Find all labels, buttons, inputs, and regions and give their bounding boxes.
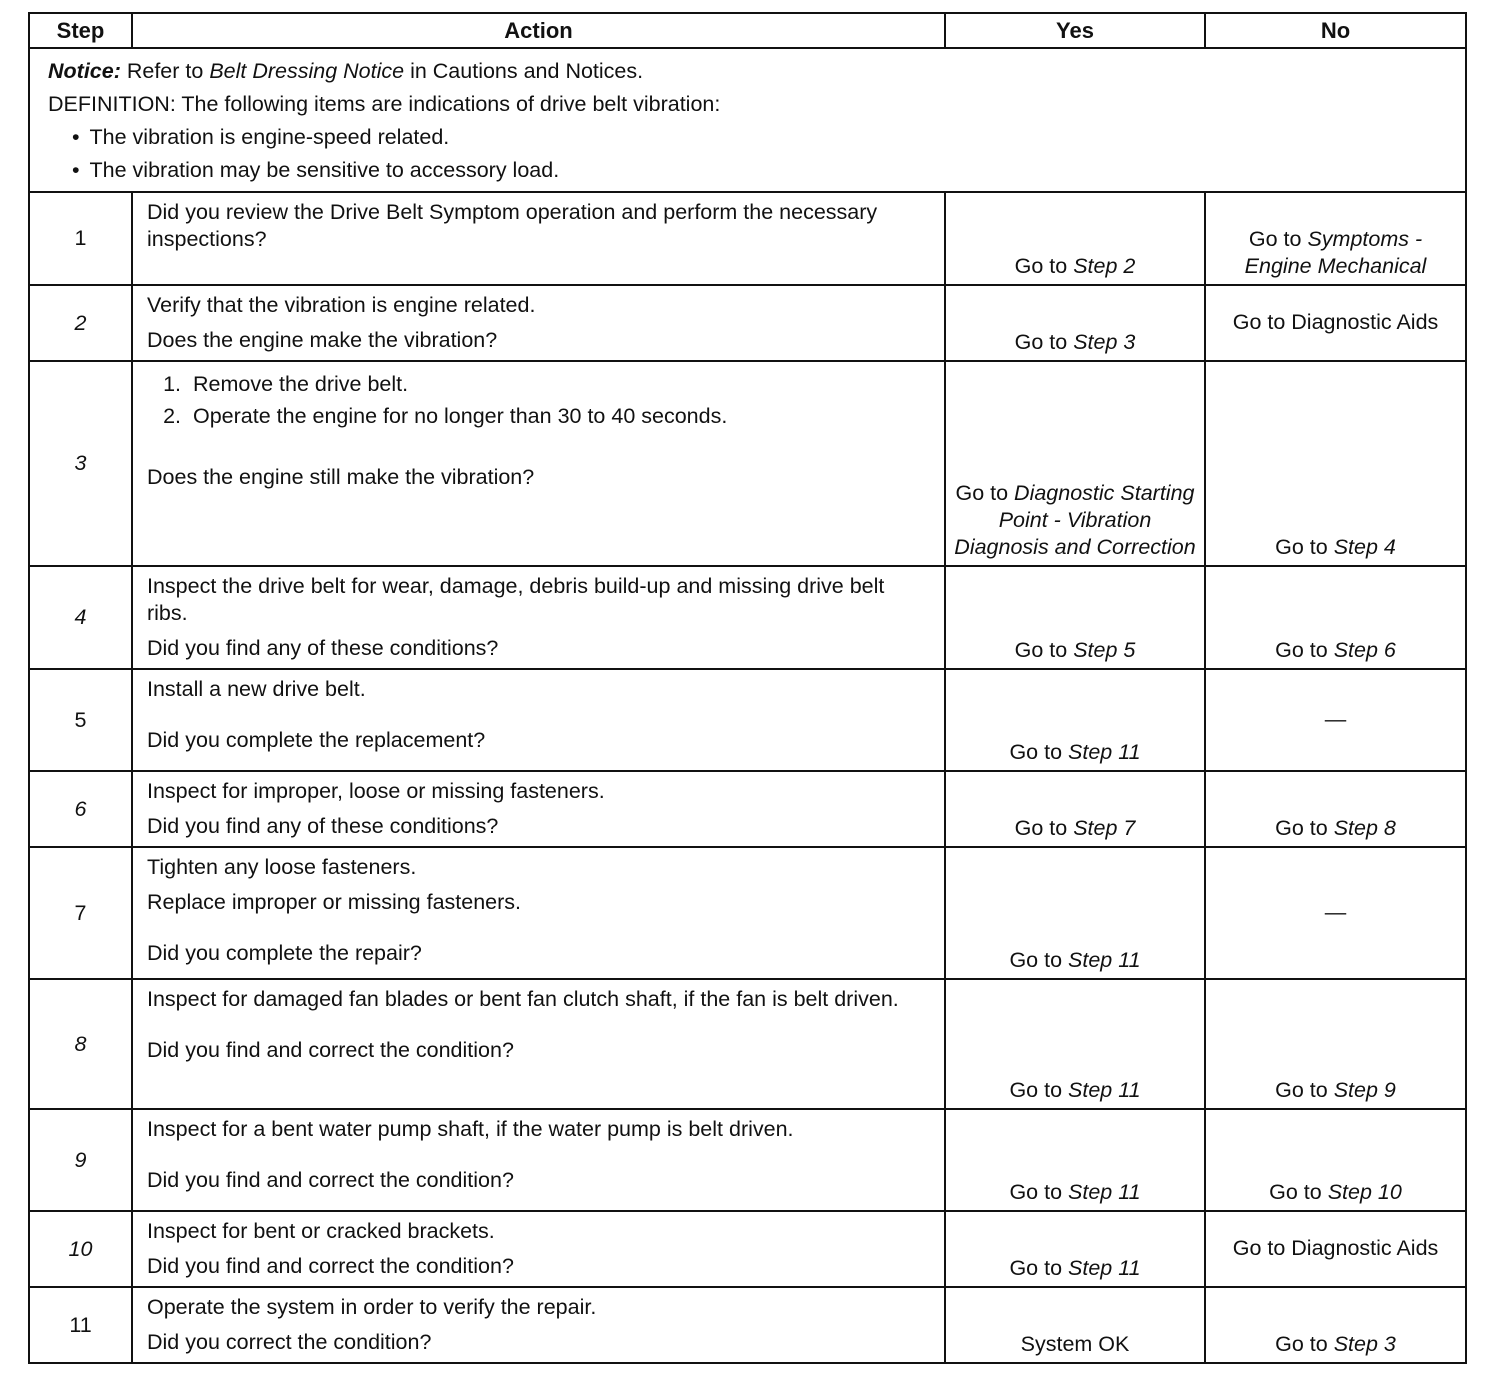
action-question: Did you find any of these conditions? [147, 636, 499, 660]
header-yes: Yes [945, 13, 1205, 48]
no-prefix: Go to [1275, 535, 1334, 559]
yes-cell [945, 1211, 1205, 1287]
yes-cell [945, 1287, 1205, 1363]
yes-cell [945, 771, 1205, 847]
no-cell [1205, 192, 1466, 285]
action-text: Verify that the vibration is engine related. [147, 293, 536, 317]
yes-ref: Step 7 [1073, 816, 1136, 840]
notice-ref: Belt Dressing Notice [209, 59, 405, 83]
no-text: Go to Diagnostic Aids [1232, 309, 1439, 334]
action-text: Replace improper or missing fasteners. [147, 890, 522, 914]
header-no: No [1205, 13, 1466, 48]
action-text: Did you review the Drive Belt Symptom operation and perform the necessary inspections? [147, 200, 878, 251]
no-cell [1205, 1287, 1466, 1363]
yes-ref: Step 3 [1073, 330, 1136, 354]
action-cell [132, 979, 945, 1109]
action-question: Did you find and correct the condition? [147, 1038, 514, 1062]
no-prefix: Go to [1275, 1078, 1334, 1102]
yes-prefix: Go to [1009, 740, 1069, 764]
action-question: Does the engine make the vibration? [147, 328, 498, 352]
action-list [147, 368, 930, 432]
action-cell [132, 361, 945, 566]
no-prefix: Go to [1275, 1332, 1334, 1356]
table-row [29, 1109, 1466, 1211]
action-list-item: 2. Operate the engine for no longer than 30 to 40 seconds. [187, 400, 930, 432]
table-row [29, 979, 1466, 1109]
yes-cell [945, 192, 1205, 285]
definition-line: DEFINITION: The following items are indications of drive belt vibration: [48, 92, 721, 116]
notice-text-after: in Cautions and Notices. [404, 59, 644, 83]
table-row [29, 285, 1466, 361]
action-cell [132, 1109, 945, 1211]
yes-cell [945, 979, 1205, 1109]
no-cell [1205, 361, 1466, 566]
yes-cell [945, 1109, 1205, 1211]
no-cell [1205, 1211, 1466, 1287]
yes-ref: Step 11 [1068, 948, 1141, 972]
action-cell [132, 771, 945, 847]
no-text: Go to Diagnostic Aids [1232, 1235, 1439, 1260]
yes-ref: Step 11 [1068, 1256, 1141, 1280]
no-cell [1205, 669, 1466, 771]
yes-cell [945, 847, 1205, 979]
yes-ref: Step 5 [1073, 638, 1136, 662]
step-number: 1 [29, 192, 132, 285]
step-number: 5 [29, 669, 132, 771]
action-cell [132, 192, 945, 285]
step-number: 9 [29, 1109, 132, 1211]
action-list-item: 1. Remove the drive belt. [187, 368, 930, 400]
no-prefix: Go to [1269, 1180, 1328, 1204]
table-row [29, 192, 1466, 285]
action-text: Inspect for bent or cracked brackets. [147, 1219, 495, 1243]
action-text: Operate the system in order to verify the repair. [147, 1295, 597, 1319]
action-cell [132, 1287, 945, 1363]
notice-label: Notice: [48, 59, 121, 83]
table-row [29, 1211, 1466, 1287]
no-prefix: Go to [1275, 816, 1334, 840]
action-text: Inspect for damaged fan blades or bent fan clutch shaft, if the fan is belt driven. [147, 987, 899, 1011]
no-ref: Step 10 [1327, 1180, 1402, 1204]
yes-prefix: Go to [1009, 948, 1069, 972]
table-row [29, 1287, 1466, 1363]
yes-prefix: Go to [1009, 1180, 1069, 1204]
action-question: Did you find and correct the condition? [147, 1254, 514, 1278]
yes-cell [945, 669, 1205, 771]
no-ref: Step 3 [1333, 1332, 1396, 1356]
yes-ref: Diagnostic Starting Point - Vibration Diagnosis and Correction [954, 481, 1196, 559]
action-cell [132, 285, 945, 361]
no-cell [1205, 566, 1466, 669]
yes-prefix: Go to [1014, 638, 1074, 662]
step-number: 6 [29, 771, 132, 847]
header-action: Action [132, 13, 945, 48]
notice-text: Refer to [120, 59, 210, 83]
no-prefix: Go to [1275, 638, 1334, 662]
yes-prefix: Go to [1014, 330, 1074, 354]
yes-ref: Step 11 [1068, 1180, 1141, 1204]
no-dash: — [1324, 899, 1347, 924]
no-cell [1205, 847, 1466, 979]
table-row [29, 771, 1466, 847]
no-dash: — [1324, 706, 1347, 731]
table-row [29, 847, 1466, 979]
step-number: 7 [29, 847, 132, 979]
definition-bullet: • The vibration may be sensitive to accessory load. [96, 154, 1447, 187]
definition-list [48, 121, 1447, 187]
yes-prefix: Go to [1014, 254, 1074, 278]
no-ref: Symptoms - Engine Mechanical [1244, 227, 1427, 278]
no-ref: Step 6 [1333, 638, 1396, 662]
action-text: Inspect for improper, loose or missing fasteners. [147, 779, 605, 803]
step-number: 2 [29, 285, 132, 361]
notice-line [48, 55, 1447, 88]
table-row [29, 669, 1466, 771]
action-cell [132, 1211, 945, 1287]
yes-cell [945, 566, 1205, 669]
no-ref: Step 4 [1333, 535, 1396, 559]
no-ref: Step 9 [1333, 1078, 1396, 1102]
no-cell [1205, 771, 1466, 847]
diagnostic-table [28, 12, 1467, 1364]
yes-prefix: Go to [1009, 1078, 1069, 1102]
yes-text: System OK [1020, 1332, 1130, 1356]
definition-bullet: • The vibration is engine-speed related. [96, 121, 1447, 154]
table-row [29, 361, 1466, 566]
step-number: 4 [29, 566, 132, 669]
header-step: Step [29, 13, 132, 48]
yes-ref: Step 11 [1068, 1078, 1141, 1102]
no-cell [1205, 1109, 1466, 1211]
yes-prefix: Go to [955, 481, 1015, 505]
step-number: 3 [29, 361, 132, 566]
action-question: Did you find and correct the condition? [147, 1168, 514, 1192]
action-text: Inspect for a bent water pump shaft, if the water pump is belt driven. [147, 1117, 794, 1141]
action-question: Does the engine still make the vibration? [147, 465, 535, 489]
action-question: Did you complete the replacement? [147, 728, 486, 752]
step-number: 11 [29, 1287, 132, 1363]
yes-prefix: Go to [1014, 816, 1074, 840]
notice-row [29, 48, 1466, 192]
yes-cell [945, 285, 1205, 361]
action-text: Install a new drive belt. [147, 677, 366, 701]
yes-cell [945, 361, 1205, 566]
yes-ref: Step 2 [1073, 254, 1136, 278]
action-cell [132, 669, 945, 771]
yes-ref: Step 11 [1068, 740, 1141, 764]
step-number: 8 [29, 979, 132, 1109]
no-prefix: Go to [1248, 227, 1308, 251]
action-cell [132, 847, 945, 979]
step-number: 10 [29, 1211, 132, 1287]
action-question: Did you complete the repair? [147, 941, 422, 965]
action-question: Did you correct the condition? [147, 1330, 432, 1354]
yes-prefix: Go to [1009, 1256, 1069, 1280]
notice-cell [29, 48, 1466, 192]
table-row [29, 566, 1466, 669]
action-text: Tighten any loose fasteners. [147, 855, 417, 879]
no-ref: Step 8 [1333, 816, 1396, 840]
no-cell [1205, 285, 1466, 361]
action-cell [132, 566, 945, 669]
header-row [29, 13, 1466, 48]
action-text: Inspect the drive belt for wear, damage, debris build-up and missing drive belt ribs. [147, 574, 885, 625]
no-cell [1205, 979, 1466, 1109]
action-question: Did you find any of these conditions? [147, 814, 499, 838]
